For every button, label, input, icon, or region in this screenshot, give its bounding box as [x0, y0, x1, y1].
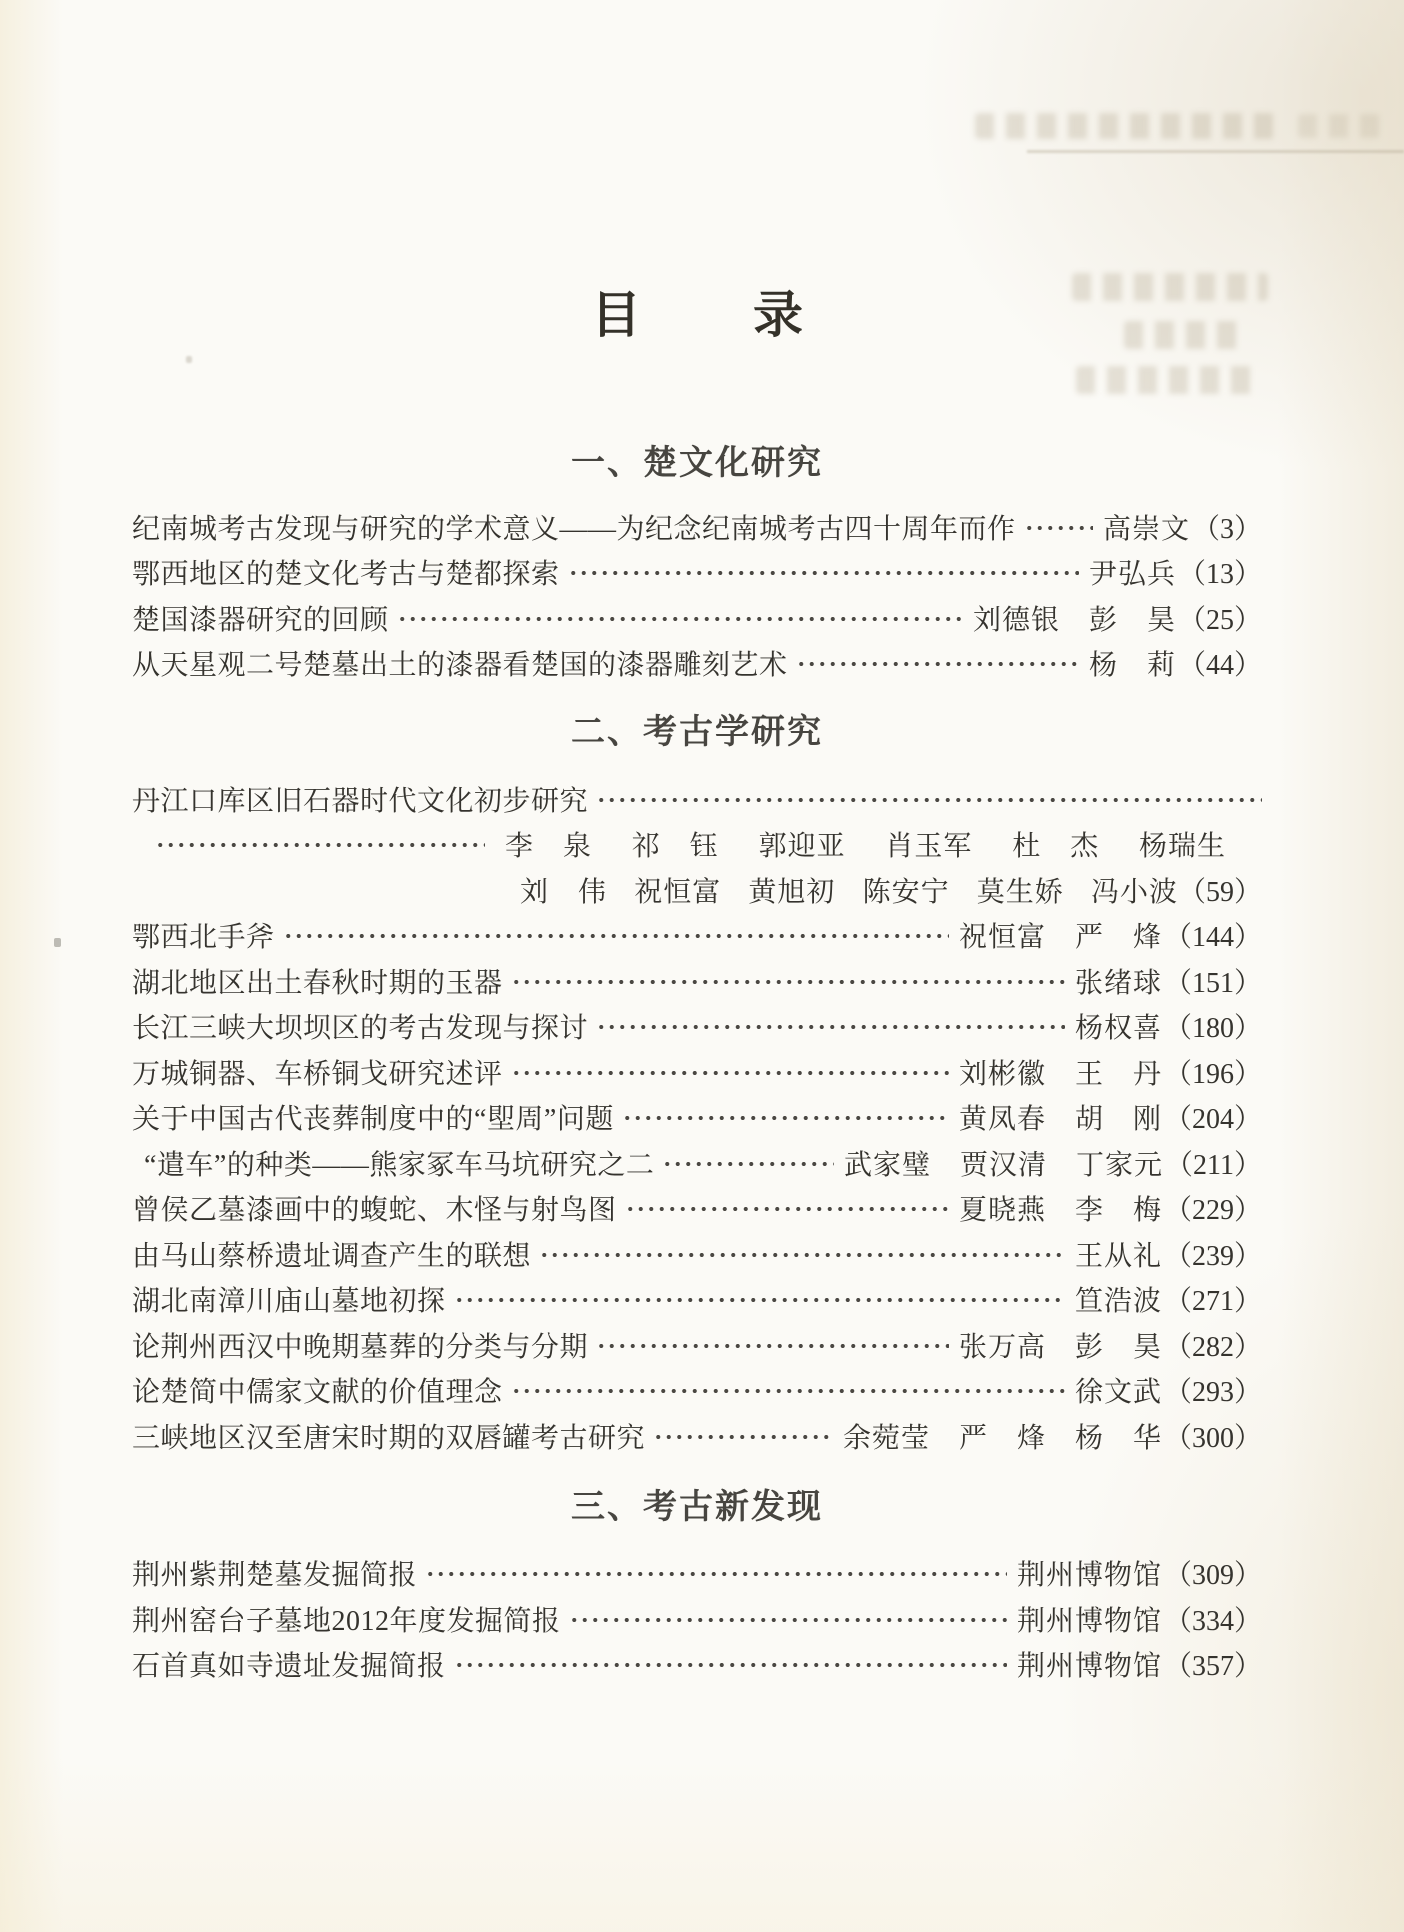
entry-page: （282） — [1163, 1331, 1262, 1363]
entry-title: 由马山蔡桥遗址调查产生的联想 — [132, 1240, 532, 1272]
page-title-char: 录 — [753, 287, 803, 343]
section-heading-2: 二、考古学研究 — [571, 713, 823, 751]
entry-title: 论楚简中儒家文献的价值理念 — [132, 1377, 503, 1409]
author-name: 郭迎亚 — [758, 831, 846, 863]
entry-authors: 夏晓燕 李 梅 — [958, 1195, 1162, 1227]
entry-title: 丹江口库区旧石器时代文化初步研究 — [132, 785, 589, 817]
toc-entry — [132, 1322, 1262, 1368]
entry-title: 鄂西北手斧 — [132, 922, 275, 954]
page-title-char: 目 — [591, 287, 641, 343]
author-name: 祝恒富 — [634, 876, 722, 908]
dot-leader — [1024, 514, 1093, 542]
entry-authors: 余菀莹 严 烽 杨 华 — [842, 1422, 1162, 1454]
entry-page: （300） — [1163, 1422, 1262, 1454]
entry-page: （59） — [1177, 876, 1262, 908]
entry-authors: 张万高 彭 昊 — [958, 1331, 1162, 1363]
entry-page: （204） — [1163, 1104, 1262, 1136]
entry-authors: 徐文武 — [1074, 1377, 1162, 1409]
dot-leader — [539, 1241, 1065, 1269]
author-name: 李 泉 — [505, 831, 593, 863]
entry-title: 关于中国古代丧葬制度中的“堲周”问题 — [132, 1104, 614, 1136]
entry-title: 曾侯乙墓漆画中的蝮蛇、木怪与射鸟图 — [132, 1195, 617, 1227]
entry-title: 荆州紫荆楚墓发掘简报 — [132, 1560, 418, 1592]
author-name: 祁 钰 — [631, 831, 719, 863]
dot-leader — [662, 1150, 834, 1178]
author-and-page — [1091, 870, 1262, 910]
dot-leader — [653, 1423, 833, 1451]
entry-page: （309） — [1163, 1560, 1262, 1592]
toc-entry — [132, 641, 1262, 687]
entry-authors: 武家璧 贾汉清 丁家元 — [844, 1149, 1164, 1181]
dot-leader — [596, 1013, 1065, 1041]
toc-entry — [132, 1551, 1262, 1597]
entry-authors: 杨 莉 — [1088, 650, 1176, 682]
author-name: 冯小波 — [1090, 876, 1178, 908]
entry-page: （13） — [1177, 559, 1262, 591]
entry-page: （44） — [1177, 650, 1262, 682]
toc-entry — [132, 1004, 1262, 1050]
entry-page: （334） — [1163, 1605, 1262, 1637]
entry-authors: 荆州博物馆 — [1016, 1605, 1162, 1637]
bleed-through-smudge — [1298, 114, 1380, 138]
toc-entry — [132, 595, 1262, 641]
toc-entry — [132, 1596, 1262, 1642]
entry-page: （25） — [1177, 604, 1262, 636]
toc-entry — [132, 1095, 1262, 1141]
entry-title: 楚国漆器研究的回顾 — [132, 604, 389, 636]
author-name: 刘 伟 — [520, 876, 608, 908]
entry-title: 石首真如寺遗址发掘简报 — [132, 1651, 446, 1683]
page-title — [132, 287, 1262, 343]
section-heading-1: 一、楚文化研究 — [571, 444, 823, 482]
section-1-entries — [132, 504, 1262, 686]
entry-authors: 王从礼 — [1074, 1240, 1162, 1272]
toc-entry — [132, 1231, 1262, 1277]
dot-leader — [625, 1195, 949, 1223]
section-2-entries — [132, 776, 1262, 1459]
entry-title: 鄂西地区的楚文化考古与楚都探索 — [132, 559, 560, 591]
toc-entry — [132, 1140, 1262, 1186]
author-name: 黄旭初 — [748, 876, 836, 908]
dot-leader — [511, 1377, 1065, 1405]
entry-title: 纪南城考古发现与研究的学术意义——为纪念纪南城考古四十周年而作 — [132, 513, 1016, 545]
dot-leader — [397, 605, 963, 633]
dot-leader — [454, 1651, 1007, 1679]
toc-entry-authors-line-2 — [520, 867, 1262, 913]
entry-page: （357） — [1163, 1651, 1262, 1683]
dot-leader — [596, 1332, 949, 1360]
entry-authors: 杨权喜 — [1074, 1013, 1162, 1045]
author-name: 莫生娇 — [976, 876, 1064, 908]
toc-entry — [132, 913, 1262, 959]
toc-entry-authors-line-1 — [132, 822, 1262, 868]
dot-leader — [454, 1286, 1065, 1314]
toc-entry — [132, 1368, 1262, 1414]
entry-title: 万城铜器、车桥铜戈研究述评 — [132, 1058, 503, 1090]
entry-authors: 荆州博物馆 — [1016, 1560, 1162, 1592]
entry-page: （180） — [1163, 1013, 1262, 1045]
toc-entry-multiline-title — [132, 776, 1262, 822]
section-3-entries — [132, 1551, 1262, 1688]
entry-page: （239） — [1163, 1240, 1262, 1272]
toc-entry — [132, 1642, 1262, 1688]
entry-page: （229） — [1163, 1195, 1262, 1227]
dot-leader — [569, 1606, 1007, 1634]
dot-leader — [283, 922, 949, 950]
entry-title: 湖北地区出土春秋时期的玉器 — [132, 967, 503, 999]
entry-page: （293） — [1163, 1377, 1262, 1409]
dot-leader — [511, 1059, 949, 1087]
ink-speck — [54, 938, 61, 947]
toc-content — [132, 0, 1262, 1687]
section-heading-3: 三、考古新发现 — [571, 1487, 823, 1526]
dot-leader — [596, 786, 1262, 814]
dot-leader — [622, 1104, 949, 1132]
entry-authors: 刘彬徽 王 丹 — [958, 1058, 1162, 1090]
entry-page: （271） — [1163, 1286, 1262, 1318]
dot-leader — [568, 559, 1079, 587]
entry-title: 荆州窑台子墓地2012年度发掘简报 — [132, 1605, 561, 1637]
entry-authors: 张绪球 — [1074, 967, 1162, 999]
toc-entry — [132, 1049, 1262, 1095]
entry-page: （196） — [1163, 1058, 1262, 1090]
toc-entry — [132, 958, 1262, 1004]
toc-entry — [132, 504, 1262, 550]
entry-authors: 笪浩波 — [1074, 1286, 1162, 1318]
entry-title: 长江三峡大坝坝区的考古发现与探讨 — [132, 1013, 589, 1045]
entry-title: 三峡地区汉至唐宋时期的双唇罐考古研究 — [132, 1422, 646, 1454]
toc-entry — [132, 1186, 1262, 1232]
entry-title: 论荆州西汉中晚期墓葬的分类与分期 — [132, 1331, 589, 1363]
entry-page: （211） — [1165, 1149, 1262, 1181]
entry-authors: 祝恒富 严 烽 — [958, 922, 1162, 954]
entry-title: 从天星观二号楚墓出土的漆器看楚国的漆器雕刻艺术 — [132, 650, 788, 682]
entry-title: “遣车”的种类——熊家冢车马坑研究之二 — [144, 1149, 655, 1181]
toc-entry — [132, 1413, 1262, 1459]
toc-entry — [132, 550, 1262, 596]
entry-authors: 荆州博物馆 — [1016, 1651, 1162, 1683]
author-name: 肖玉军 — [885, 831, 973, 863]
dot-leader — [425, 1560, 1007, 1588]
entry-authors-row — [495, 824, 1262, 864]
entry-authors: 高崇文 — [1102, 513, 1190, 545]
dot-leader — [155, 831, 485, 859]
entry-authors: 黄凤春 胡 刚 — [958, 1104, 1162, 1136]
toc-entry — [132, 1277, 1262, 1323]
entry-page: （3） — [1191, 513, 1262, 545]
author-name: 杨瑞生 — [1138, 831, 1226, 863]
dot-leader — [796, 650, 1079, 678]
author-name: 陈安宁 — [862, 876, 950, 908]
entry-page: （144） — [1163, 922, 1262, 954]
entry-authors: 尹弘兵 — [1088, 559, 1176, 591]
entry-authors: 刘德银 彭 昊 — [972, 604, 1176, 636]
entry-page: （151） — [1163, 967, 1262, 999]
dot-leader — [511, 968, 1065, 996]
author-name: 杜 杰 — [1012, 831, 1100, 863]
entry-title: 湖北南漳川庙山墓地初探 — [132, 1286, 446, 1318]
